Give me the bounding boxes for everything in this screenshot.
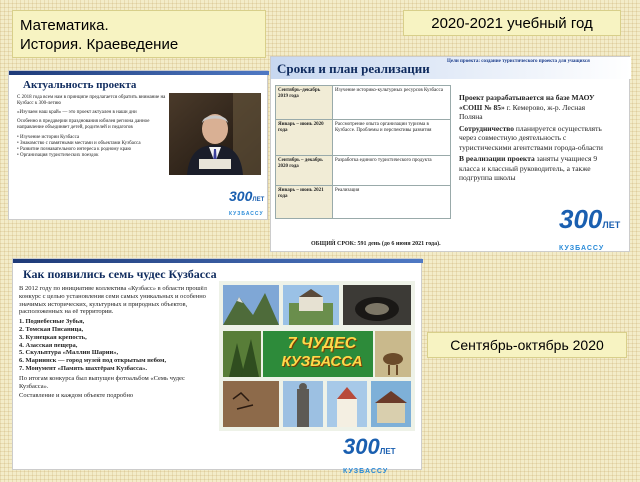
list-item: • Организация туристических поездок xyxy=(17,153,99,158)
reindeer-photo xyxy=(375,331,411,377)
month-label: Сентябрь-октябрь 2020 xyxy=(427,332,627,358)
slide-title: Сроки и план реализации xyxy=(277,61,430,76)
collage-title: 7 ЧУДЕС КУЗБАССА xyxy=(281,335,363,370)
list-item: 6. Мариинск — город музей под открытым небом, xyxy=(19,357,167,365)
slide-top-bar xyxy=(13,259,423,263)
anniversary-logo: 300ЛЕТ КУЗБАССУ xyxy=(229,188,265,217)
house-photo xyxy=(371,381,411,427)
slide-timeline xyxy=(270,56,630,252)
list-item: • Изучение истории Кузбасса xyxy=(17,135,80,140)
list-item: 2. Томская Писаница, xyxy=(19,325,84,333)
year-label: 2020-2021 учебный год xyxy=(403,10,621,36)
cave-photo xyxy=(343,285,411,325)
paragraph: Сотрудничество планируется осуществлять через совместную деятельность с туристическими агентствами города-области xyxy=(459,123,603,152)
list-item: 5. Скульптура «Маллин Шарии», xyxy=(19,349,119,357)
paragraph: С 2018 года всем нам в принципе предлагается обратить внимание на Кузбасс к 300-летию xyxy=(17,95,166,106)
total-duration: ОБЩИЙ СРОК: 591 день (до 6 июня 2021 года). xyxy=(311,241,441,247)
list-item: 7. Монумент «Память шахтёрам Кузбасса». xyxy=(19,364,148,372)
timeline-table xyxy=(275,85,451,219)
task-cell: Рассмотрение опыта организации туризма в Кузбассе. Проблемы и перспективы развития xyxy=(332,120,450,155)
slide-seven-wonders xyxy=(12,258,422,475)
paragraph: В 2012 году по инициативе коллектива «Кузбасс» в области прошёл конкурс с целью установления семи самых уникальных и особенно значимых исторических, культурных и природных объектов, расположенных на её территории. xyxy=(19,285,207,316)
paragraph: По итогам конкурса был выпущен фотоальбом «Семь чудес Кузбасса». xyxy=(19,374,185,390)
period-cell: Январь – июнь 2020 года xyxy=(276,120,332,155)
period-cell: Январь – июнь 2021 года xyxy=(276,186,332,218)
list-item: 4. Азасская пещера, xyxy=(19,341,78,349)
anniversary-logo: 300ЛЕТ КУЗБАССУ xyxy=(559,204,621,252)
slide-top-bar xyxy=(9,71,269,75)
task-cell: Изучение историко-культурных ресурсов Кузбасса xyxy=(332,86,450,119)
table-row xyxy=(276,120,450,156)
rock-art-photo xyxy=(223,381,279,427)
task-cell: Разработка единого туристического продукта xyxy=(332,156,450,185)
period-cell: Сентябрь – декабрь 2020 года xyxy=(276,156,332,185)
project-description xyxy=(459,93,609,183)
church-photo xyxy=(327,381,367,427)
paragraph: Составление и каждом объекте подробно xyxy=(19,392,134,400)
slide-relevance xyxy=(8,70,268,220)
list-item: • Знакомство с памятными местами и объектами Кузбасса xyxy=(17,141,141,146)
slide-note: Цели проекта: создание туристического проекта для учащихся xyxy=(447,59,590,64)
slide-title: Актуальность проекта xyxy=(23,79,137,91)
paragraph: Особенно в преддверии празднования юбилея региона данное направление объединяет детей, родителей и педагогов xyxy=(17,119,150,130)
table-row xyxy=(276,186,450,218)
paragraph: «Изучаем наш край» — это проект актуален в наши дни xyxy=(17,110,137,115)
list-item: 3. Кузнецкая крепость, xyxy=(19,333,87,341)
slide-text xyxy=(17,95,167,159)
table-row xyxy=(276,156,450,186)
slide-title: Как появились семь чудес Кузбасса xyxy=(23,267,217,281)
list-item: 1. Поднебесные Зубья, xyxy=(19,318,85,326)
portrait-photo xyxy=(169,93,261,175)
subject-label: Математика. История. Краеведение xyxy=(12,10,266,58)
table-row xyxy=(276,86,450,120)
forest-photo xyxy=(223,331,261,377)
task-cell: Реализация xyxy=(332,186,450,218)
mountain-photo xyxy=(223,285,279,325)
list-item: • Развитие познавательного интереса к родному краю xyxy=(17,147,132,152)
anniversary-logo: 300ЛЕТ КУЗБАССУ xyxy=(343,434,396,475)
fortress-photo xyxy=(283,285,339,325)
monument-photo xyxy=(283,381,323,427)
paragraph: В реализации проекта заняты учащиеся 9 класса и классный руководитель, а также подгруппа школы xyxy=(459,154,598,182)
period-cell: Сентябрь–декабрь 2019 года xyxy=(276,86,332,119)
paragraph: Проект разрабатывается на базе МАОУ «СОШ № 85» г. Кемерово, ж-р. Лесная Поляна xyxy=(459,93,595,121)
slide-text xyxy=(19,285,215,400)
